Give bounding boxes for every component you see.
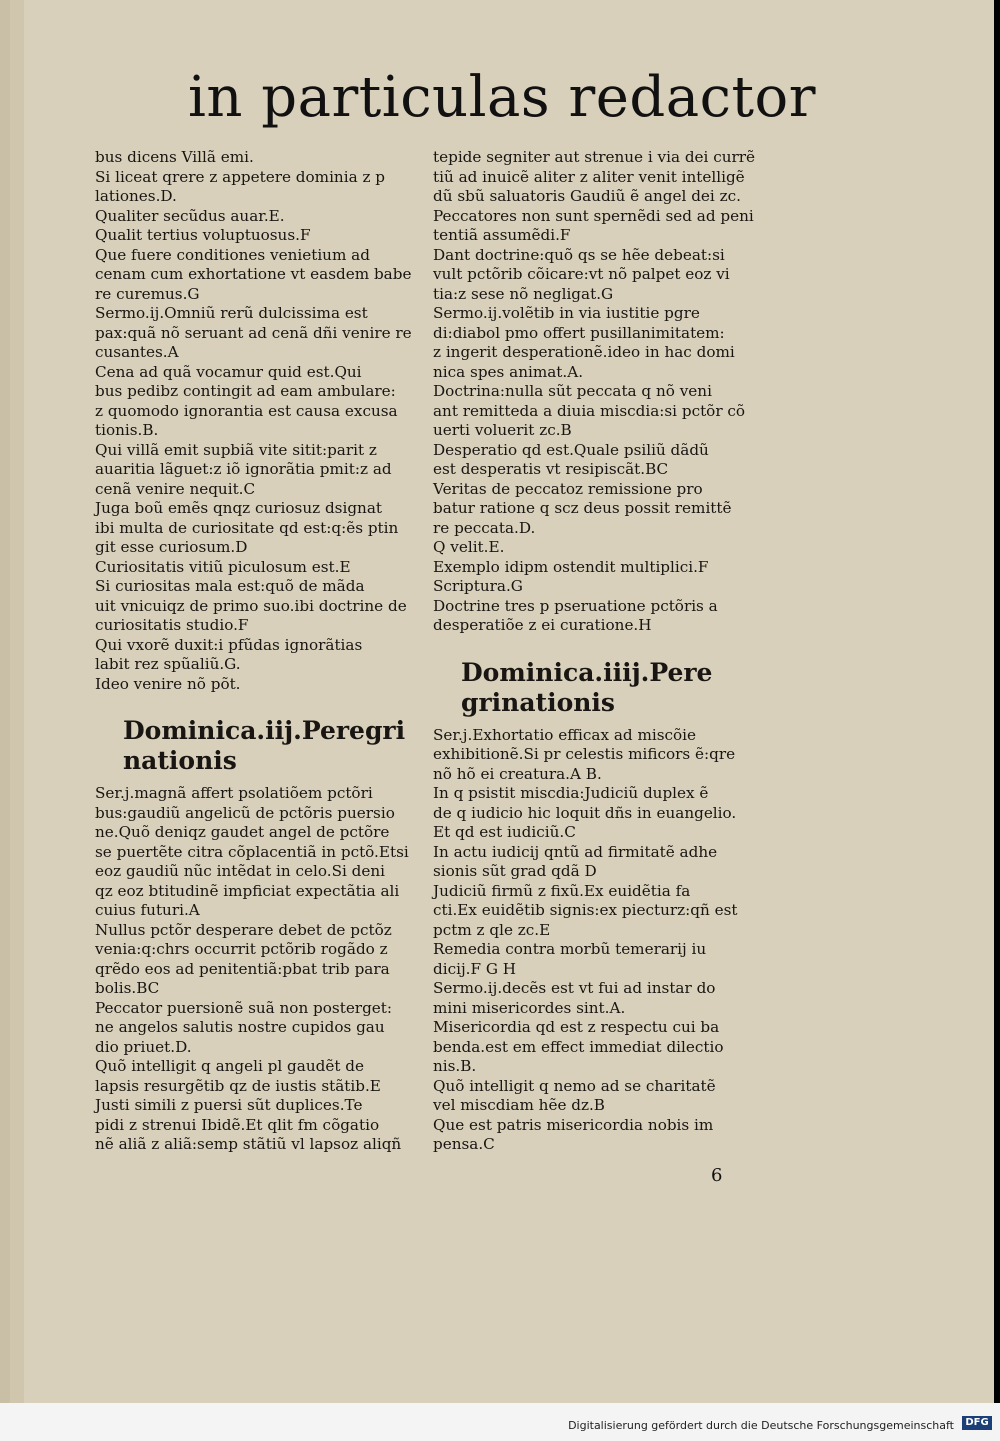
text-line: exhibitionẽ.Si pr celestis mificors ẽ:qre <box>433 745 736 763</box>
text-line: Misericordia qd est z respectu cui ba <box>433 1018 720 1036</box>
text-line: tepide segniter aut strenue i via dei currẽ <box>433 148 756 166</box>
text-line: Remedia contra morbũ temerarij iu <box>433 940 707 958</box>
left-section-heading: Dominica.iij.Peregri nationis <box>123 716 406 775</box>
text-line: dũ sbũ saluatoris Gaudiũ ẽ angel dei zc. <box>433 187 741 205</box>
text-line: z ingerit desperationẽ.ideo in hac domi <box>433 343 735 361</box>
text-line: pensa.C <box>433 1135 495 1153</box>
text-line: Si curiositas mala est:quõ de mãda <box>95 577 365 595</box>
text-line: Veritas de peccatoz remissione pro <box>433 479 703 498</box>
text-line: pctm z qle zc.E <box>433 920 551 939</box>
text-line: desperatiõe z ei curatione.H <box>433 616 652 634</box>
text-line: Exemplo idipm ostendit multiplici.F <box>433 557 709 576</box>
text-line: Peccatores non sunt spernẽdi sed ad peni <box>433 206 754 225</box>
text-line: Sermo.ij.volẽtib in via iustitie pgre <box>433 304 700 322</box>
book-spine <box>10 0 24 1403</box>
text-line: pax:quã nõ seruant ad cenã dñi venire re <box>95 323 412 342</box>
text-line: re peccata.D. <box>433 518 536 537</box>
text-line: vult pctõrib cõicare:vt nõ palpet eoz vi <box>433 265 730 283</box>
text-line: Si liceat qrere z appetere dominia z p <box>95 167 386 186</box>
text-line: Que fuere conditiones venietium ad <box>95 245 370 264</box>
text-line: pidi z strenui Ibidẽ.Et qlit fm cõgatio <box>95 1115 380 1134</box>
text-line: eoz gaudiũ nũc intẽdat in celo.Si deni <box>95 862 386 880</box>
running-header: in particulas redactor <box>188 65 816 130</box>
text-line: benda.est em effect immediat dilectio <box>433 1037 724 1056</box>
right-column-text-continued <box>433 726 778 1155</box>
text-line: bus:gaudiũ angelicũ de pctõris puersio <box>95 803 395 822</box>
text-line: auaritia lãguet:z iõ ignorãtia pmit:z ad <box>95 460 392 478</box>
text-line: Juga boũ emẽs qnqz curiosuz dsignat <box>95 499 382 517</box>
text-line: Sermo.ij.Omniũ rerũ dulcissima est <box>95 304 368 322</box>
text-line: sionis sũt grad qdã D <box>433 862 597 880</box>
text-line: cusantes.A <box>95 343 179 361</box>
text-line: nõ hõ ei creatura.A B. <box>433 764 602 783</box>
text-line: Ser.j.magnã affert psolatiõem pctõri <box>95 784 373 802</box>
text-line: Sermo.ij.decẽs est vt fui ad instar do <box>433 979 716 997</box>
text-line: Qualit tertius voluptuosus.F <box>95 226 311 244</box>
text-line: Doctrine tres p pseruatione pctõris a <box>433 596 718 615</box>
text-line: In q psistit miscdia:Judiciũ duplex ẽ <box>433 784 709 802</box>
text-line: labit rez spũaliũ.G. <box>95 655 241 673</box>
text-line: uit vnicuiqz de primo suo.ibi doctrine de <box>95 596 407 615</box>
text-line: Peccator puersionẽ suã non posterget: <box>95 998 393 1017</box>
dfg-logo: DFG <box>962 1416 992 1430</box>
text-line: In actu iudicij qntũ ad firmitatẽ adhe <box>433 842 718 861</box>
text-line: Judiciũ firmũ z fixũ.Ex euidẽtia fa <box>433 881 691 900</box>
text-line: Scriptura.G <box>433 577 523 595</box>
text-line: git esse curiosum.D <box>95 538 248 556</box>
text-line: lapsis resurgẽtib qz de iustis stãtib.E <box>95 1076 381 1095</box>
text-line: Cena ad quã vocamur quid est.Qui <box>95 362 362 381</box>
text-line: cenã venire nequit.C <box>95 479 256 498</box>
page-edge <box>0 0 10 1403</box>
text-line: mini misericordes sint.A. <box>433 998 626 1017</box>
left-column-text <box>95 148 435 694</box>
folio-number: 6 <box>711 1165 723 1186</box>
text-line: venia:q:chrs occurrit pctõrib rogãdo z <box>95 940 388 958</box>
text-line: Justi simili z puersi sũt duplices.Te <box>95 1096 363 1114</box>
text-line: ne.Quõ deniqz gaudet angel de pctõre <box>95 823 390 841</box>
funding-caption: Digitalisierung gefördert durch die Deutsche Forschungsgemeinschaft <box>568 1419 954 1432</box>
text-line: vel miscdiam hẽe dz.B <box>433 1096 605 1114</box>
text-line: cuius futuri.A <box>95 901 200 919</box>
text-line: bolis.BC <box>95 979 160 997</box>
text-line: uerti voluerit zc.B <box>433 421 572 439</box>
text-line: cti.Ex euidẽtib signis:ex piecturz:qñ est <box>433 901 738 919</box>
right-section-heading: Dominica.iiij.Pere grinationis <box>461 657 713 717</box>
right-column <box>433 148 778 1155</box>
text-line: tia:z sese nõ negligat.G <box>433 284 614 303</box>
text-line: curiositatis studio.F <box>95 616 249 634</box>
text-line: tiũ ad inuicẽ aliter z aliter venit intelligẽ <box>433 167 745 186</box>
text-line: bus pedibz contingit ad eam ambulare: <box>95 382 396 400</box>
text-line: ibi multa de curiositate qd est:q:ẽs ptin <box>95 518 399 537</box>
text-line: tionis.B. <box>95 421 159 439</box>
text-line: batur ratione q scz deus possit remittẽ <box>433 499 732 517</box>
text-line: Qui villã emit supbiã vite sitit:parit z <box>95 440 377 459</box>
text-line: di:diabol pmo offert pusillanimitatem: <box>433 323 725 342</box>
left-column <box>95 148 435 1155</box>
text-line: ne angelos salutis nostre cupidos gau <box>95 1018 385 1036</box>
text-line: qrẽdo eos ad penitentiã:pbat trib para <box>95 959 390 978</box>
text-line: Quõ intelligit q angeli pl gaudẽt de <box>95 1057 364 1075</box>
text-line: Ser.j.Exhortatio efficax ad miscõie <box>433 725 697 744</box>
text-line: re curemus.G <box>95 284 200 303</box>
text-line: Nullus pctõr desperare debet de pctõz <box>95 920 392 939</box>
text-line: Et qd est iudiciũ.C <box>433 823 576 841</box>
text-line: Desperatio qd est.Quale psiliũ dãdũ <box>433 440 709 459</box>
text-line: Q velit.E. <box>433 538 505 556</box>
text-line: Doctrina:nulla sũt peccata q nõ veni <box>433 382 712 400</box>
text-line: Curiositatis vitiũ piculosum est.E <box>95 557 351 576</box>
text-line: Ideo venire nõ põt. <box>95 674 241 693</box>
left-column-text-continued <box>95 784 435 1155</box>
text-line: nis.B. <box>433 1057 477 1075</box>
text-line: Quõ intelligit q nemo ad se charitatẽ <box>433 1076 716 1095</box>
text-line: de q iudicio hic loquit dñs in euangelio. <box>433 803 737 822</box>
text-line: bus dicens Villã emi. <box>95 148 254 166</box>
text-line: dicij.F G H <box>433 959 517 978</box>
text-line: ant remitteda a diuia miscdia:si pctõr cõ <box>433 401 746 420</box>
right-column-text <box>433 148 778 636</box>
text-line: tentiã assumẽdi.F <box>433 226 571 244</box>
text-line: Qui vxorẽ duxit:i pfũdas ignorãtias <box>95 635 363 654</box>
text-line: est desperatis vt resipiscãt.BC <box>433 460 669 478</box>
text-line: Que est patris misericordia nobis im <box>433 1115 714 1134</box>
text-line: qz eoz btitudinẽ impficiat expectãtia ali <box>95 881 400 900</box>
text-line: nica spes animat.A. <box>433 362 584 381</box>
text-line: lationes.D. <box>95 187 177 205</box>
text-line: Qualiter secũdus auar.E. <box>95 206 285 225</box>
text-line: z quomodo ignorantia est causa excusa <box>95 401 398 420</box>
text-line: cenam cum exhortatione vt easdem babe <box>95 265 412 283</box>
text-line: nẽ aliã z aliã:semp stãtiũ vl lapsoz aliqñ <box>95 1135 402 1153</box>
text-line: dio priuet.D. <box>95 1037 192 1056</box>
text-line: se puertẽte citra cõplacentiã in pctõ.Etsi <box>95 842 409 861</box>
text-line: Dant doctrine:quõ qs se hẽe debeat:si <box>433 245 725 264</box>
